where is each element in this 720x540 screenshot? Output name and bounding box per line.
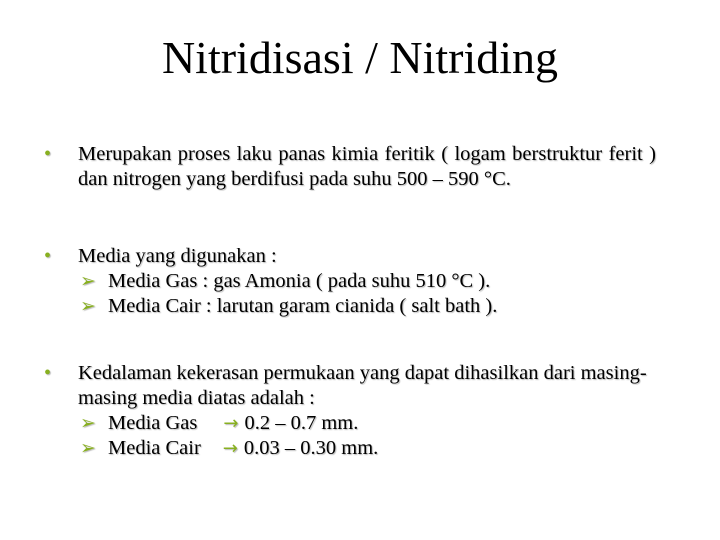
right-arrow-icon: → bbox=[222, 438, 238, 459]
sub-item-media-gas bbox=[78, 269, 656, 294]
arrowhead-bullet-icon: ➢ bbox=[80, 295, 96, 317]
depth-gas-value: 0.2 – 0.7 mm. bbox=[244, 412, 359, 434]
depth-gas-label: Media Gas bbox=[108, 412, 198, 434]
bullet-depth-text: Kedalaman kekerasan permukaan yang dapat dihasilkan dari masing-masing media diatas adalah : bbox=[78, 362, 647, 409]
arrowhead-bullet-icon: ➢ bbox=[80, 412, 96, 434]
round-bullet-icon: • bbox=[44, 245, 52, 267]
bullet-definition-text: Merupakan proses laku panas kimia feritik ( logam berstruktur ferit ) dan nitrogen yang berdifusi pada suhu 500 – 590 °C. bbox=[78, 143, 656, 190]
bullet-media bbox=[44, 244, 656, 319]
sub-item-media-cair bbox=[78, 294, 656, 319]
sub-item-media-cair-text: Media Cair : larutan garam cianida ( salt bath ). bbox=[108, 295, 498, 317]
bullet-media-text: Media yang digunakan : bbox=[78, 245, 277, 267]
depth-cair-label: Media Cair bbox=[108, 437, 201, 459]
bullet-definition bbox=[44, 142, 656, 192]
round-bullet-icon: • bbox=[44, 362, 52, 384]
arrowhead-bullet-icon: ➢ bbox=[80, 437, 96, 459]
bullet-depth bbox=[44, 361, 656, 461]
depth-cair-value: 0.03 – 0.30 mm. bbox=[243, 437, 379, 459]
sub-item-depth-cair bbox=[78, 436, 656, 461]
right-arrow-icon: → bbox=[223, 413, 239, 434]
slide-title: Nitridisasi / Nitriding bbox=[161, 32, 559, 83]
round-bullet-icon: • bbox=[44, 143, 52, 165]
arrowhead-bullet-icon: ➢ bbox=[80, 270, 96, 292]
sub-item-media-gas-text: Media Gas : gas Amonia ( pada suhu 510 °C ). bbox=[108, 270, 491, 292]
sub-item-depth-gas bbox=[78, 411, 656, 436]
